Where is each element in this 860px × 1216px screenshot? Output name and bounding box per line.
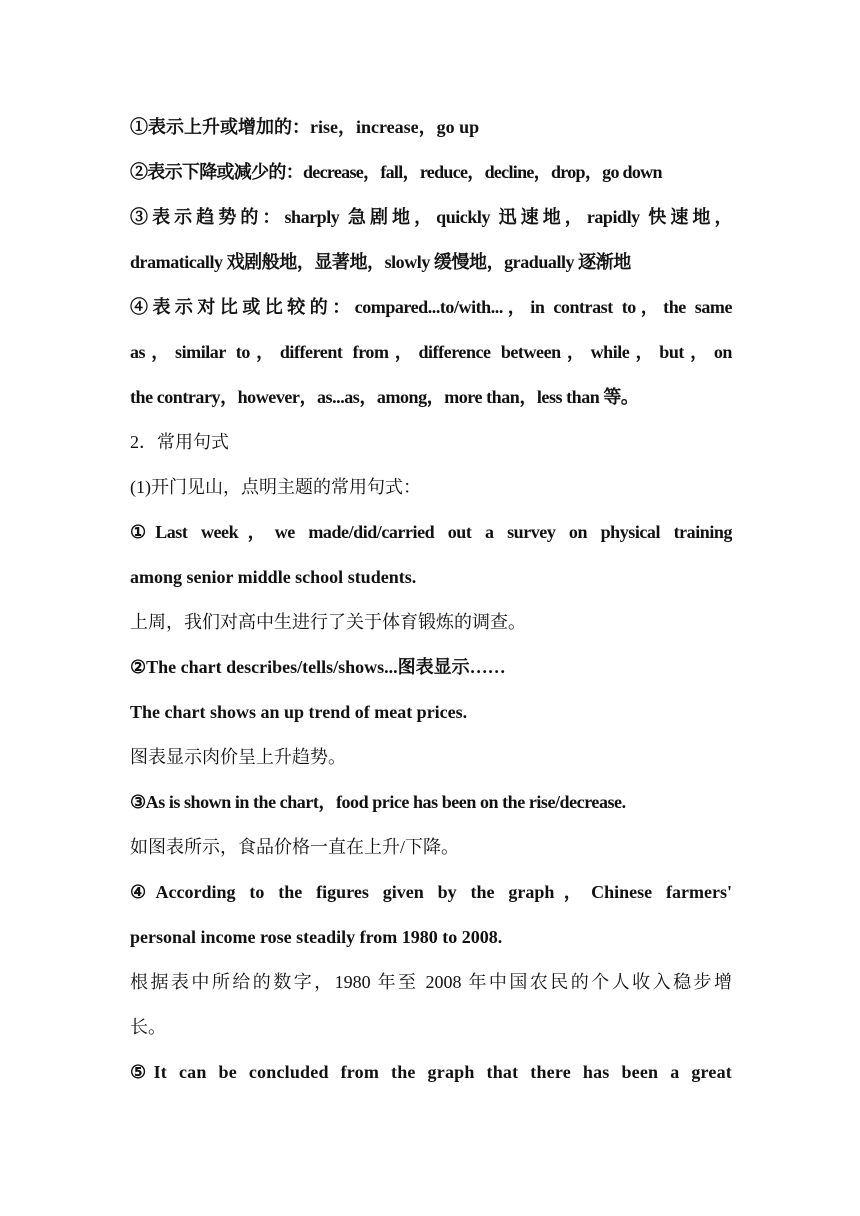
vocab-compare-line-2: as，similar to，different from，difference between，while，but，on xyxy=(130,342,732,362)
vocab-trend-line-2: dramatically 戏剧般地，显著地，slowly 缓慢地，gradually 逐渐地 xyxy=(130,252,631,272)
example-4-translation-line-2: 长。 xyxy=(130,1017,166,1037)
example-1-line-2: among senior middle school students. xyxy=(130,567,417,587)
section-heading-sentence-patterns: 2．常用句式 xyxy=(130,432,229,452)
subsection-heading-opening: (1)开门见山，点明主题的常用句式： xyxy=(130,477,421,497)
vocab-compare-line-3: the contrary，however，as...as，among，more than，less than 等。 xyxy=(130,387,639,407)
example-5-line-1: ⑤It can be concluded from the graph that there has been a great xyxy=(130,1062,732,1082)
example-4-line-1: ④According to the figures given by the graph，Chinese farmers' xyxy=(130,882,732,902)
example-4-translation-line-1: 根据表中所给的数字，1980 年至 2008 年中国农民的个人收入稳步增 xyxy=(130,972,732,992)
example-2-pattern: ②The chart describes/tells/shows...图表显示…… xyxy=(130,657,506,677)
document-body xyxy=(130,105,732,1095)
example-4-line-2: personal income rose steadily from 1980 to 2008. xyxy=(130,927,503,947)
example-1-line-1: ①Last week，we made/did/carried out a survey on physical training xyxy=(130,522,732,542)
example-2-translation: 图表显示肉价呈上升趋势。 xyxy=(130,747,346,767)
example-3-sentence: ③As is shown in the chart，food price has been on the rise/decrease. xyxy=(130,792,626,812)
vocab-decrease-line: ②表示下降或减少的：decrease，fall，reduce，decline，drop，go down xyxy=(130,162,662,182)
vocab-rise-line: ①表示上升或增加的：rise，increase，go up xyxy=(130,117,480,137)
example-1-translation: 上周，我们对高中生进行了关于体育锻炼的调查。 xyxy=(130,612,526,632)
vocab-compare-line-1: ④表示对比或比较的：compared...to/with...，in contrast to，the same xyxy=(130,297,732,317)
vocab-trend-line-1: ③表示趋势的：sharply 急剧地，quickly 迅速地，rapidly 快速地， xyxy=(130,207,732,227)
example-2-sentence: The chart shows an up trend of meat prices. xyxy=(130,702,468,722)
example-3-translation: 如图表所示，食品价格一直在上升/下降。 xyxy=(130,837,459,857)
